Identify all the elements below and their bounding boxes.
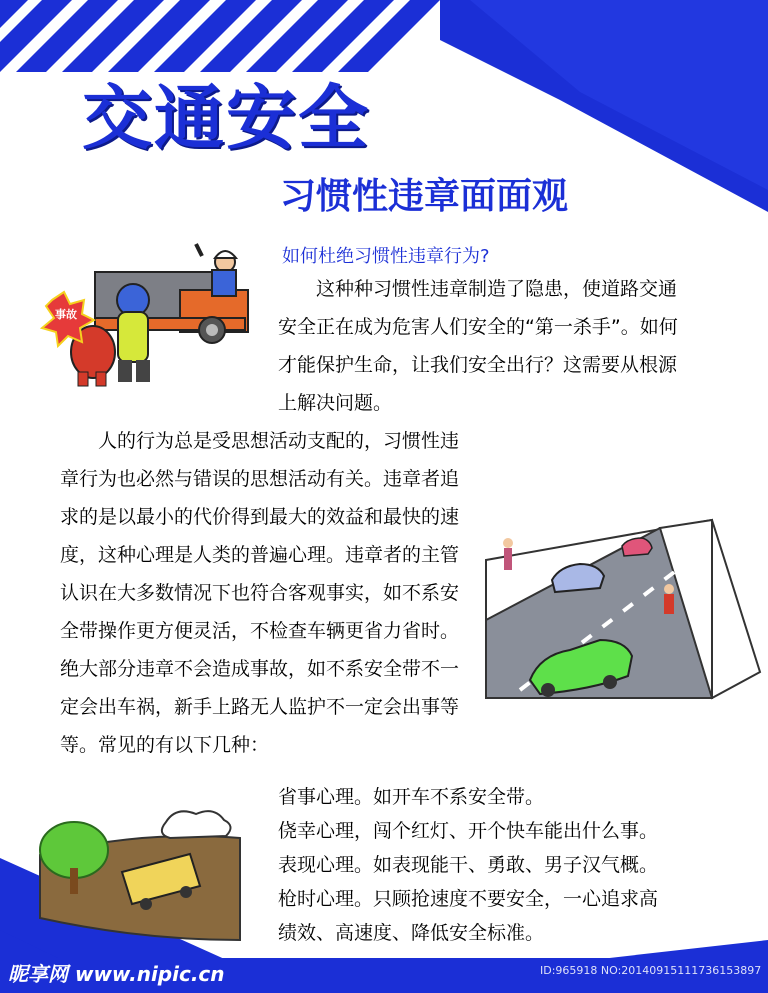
watermark-logo: 昵享网 www.nipic.cn [8,962,225,986]
section-question: 如何杜绝习惯性违章行为? [282,246,490,267]
bus-illustration [40,811,240,940]
watermark-id: ID:965918 NO:20140915111736153897 [540,964,762,977]
list-item: 枪时心理。只顾抢速度不要安全，一心追求高 [278,888,659,910]
accident-badge-label: 事故 [55,308,77,321]
mindset-list [278,780,748,950]
list-item: 绩效、高速度、降低安全标准。 [278,922,545,944]
highway-illustration [486,520,760,698]
list-item: 表现心理。如表现能干、勇敢、男子汉气概。 [278,854,659,876]
paragraph-1: 这种种习惯性违章制造了隐患，使道路交通安全正在成为危害人们安全的“第一杀手”。如何才能保护生命，让我们安全出行？这需要从根源上解决问题。 [278,278,678,414]
list-item: 省事心理。如开车不系安全带。 [278,786,545,808]
list-item: 侥幸心理，闯个红灯、开个快车能出什么事。 [278,820,659,842]
paragraph-2: 人的行为总是受思想活动支配的，习惯性违章行为也必然与错误的思想活动有关。违章者追求的是以最小的代价得到最大的效益和最快的速度，这种心理是人类的普遍心理。违章者的主管认识在大多数情况下也符合客观事实，如不系安全带操作更方便灵活，不检查车辆更省力省时。绝大部分违章不会造成事故，如不系安全带不一定会出车祸，新手上路无人监护不一定会出事等等。常见的有以下几种： [60,430,460,756]
poster-title: 交通安全 [82,77,370,159]
poster-subtitle: 习惯性违章面面观 [280,176,569,217]
